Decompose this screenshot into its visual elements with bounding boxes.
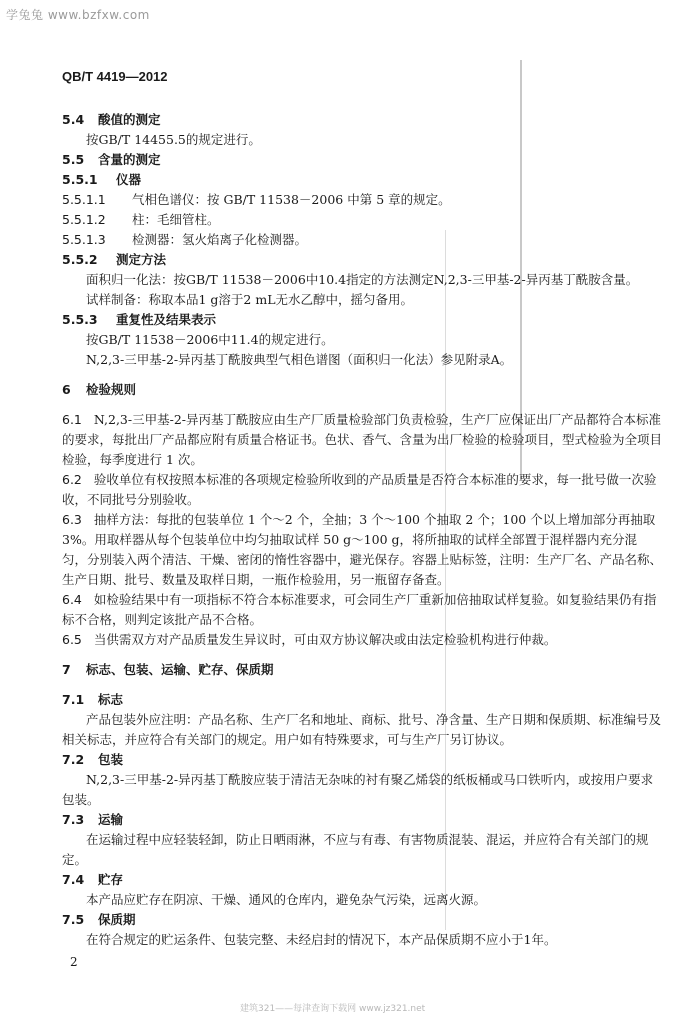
section-5-5-3-text2: N,2,3-三甲基-2-异丙基丁酰胺典型气相色谱图（面积归一化法）参见附录A。 [86, 352, 513, 367]
section-number: 5.5.1 [62, 172, 98, 187]
section-7-1-heading [62, 690, 662, 710]
section-7-2-text: N,2,3-三甲基-2-异丙基丁酰胺应装于清洁无杂味的衬有聚乙烯袋的纸板桶或马口铁听内，或按用户要求包装。 [62, 772, 654, 807]
section-text: 抽样方法：每批的包装单位 1 个～2 个，全抽；3 个～100 个抽取 2 个；100 个以上增加部分再抽取 3%。用取样器从每个包装单位中均匀抽取试样 50 g～100 g，将所抽取的试样全部置于混样器内充分混匀，分别装入两个清洁、干燥、密闭的惰性容器中，避光保存。容器上贴标签，注明：生产厂名、产品名称、生产日期、批号、数量及取样日期，一瓶作检验用，另一瓶留存备查。 [62, 512, 663, 587]
section-title: 酸值的测定 [98, 112, 161, 127]
section-7-3-text: 在运输过程中应轻装轻卸，防止日晒雨淋，不应与有毒、有害物质混装、混运，并应符合有关部门的规定。 [62, 832, 649, 867]
section-number: 6.3 [62, 512, 82, 527]
bottom-watermark: 建筑321——每津查询下载网 www.jz321.net [240, 1004, 426, 1014]
section-title: 重复性及结果表示 [116, 312, 217, 327]
section-number: 7.1 [62, 692, 85, 707]
section-number: 5.5.3 [62, 312, 98, 327]
section-6-5 [62, 630, 662, 650]
section-5-5-1-1 [62, 190, 662, 210]
section-number: 7.2 [62, 752, 85, 767]
section-number: 5.4 [62, 112, 85, 127]
section-number: 7.5 [62, 912, 85, 927]
section-7-4-text: 本产品应贮存在阴凉、干燥、通风的仓库内，避免杂气污染，远离火源。 [86, 892, 487, 907]
section-number: 6.4 [62, 592, 82, 607]
section-7-5-heading [62, 910, 662, 930]
section-text: N,2,3-三甲基-2-异丙基丁酰胺应由生产厂质量检验部门负责检验，生产厂应保证出厂产品都符合本标准的要求，每批出厂产品都应附有质量合格证书。色状、香气、含量为出厂检验的检验项目，型式检验为全项目检验，每季度进行 1 次。 [62, 412, 663, 467]
section-number: 5.5.2 [62, 252, 98, 267]
section-5-5-1-heading [62, 170, 662, 190]
section-5-5-2-text1: 面积归一化法：按GB/T 11538－2006中10.4指定的方法测定N,2,3-三甲基-2-异丙基丁酰胺含量。 [86, 272, 639, 287]
section-title: 标志 [98, 692, 124, 707]
section-5-4-heading [62, 110, 662, 130]
section-number: 6.2 [62, 472, 82, 487]
section-text: 检测器：氢火焰离子化检测器。 [132, 232, 308, 247]
section-text: 当供需双方对产品质量发生异议时，可由双方协议解决或由法定检验机构进行仲裁。 [93, 632, 557, 647]
section-5-5-2-text2: 试样制备：称取本品1 g溶于2 mL无水乙醇中，摇匀备用。 [86, 292, 414, 307]
section-5-5-2-heading [62, 250, 662, 270]
section-7-1-text: 产品包装外应注明：产品名称、生产厂名和地址、商标、批号、净含量、生产日期和保质期、标准编号及相关标志，并应符合有关部门的规定。用户如有特殊要求，可与生产厂另订协议。 [62, 712, 662, 747]
page-number: 2 [70, 955, 78, 969]
section-7-2-heading [62, 750, 662, 770]
section-7-5-text: 在符合规定的贮运条件、包装完整、未经启封的情况下，本产品保质期不应小于1年。 [86, 932, 557, 947]
section-5-5-heading [62, 150, 662, 170]
section-6-4 [62, 590, 662, 630]
section-title: 测定方法 [116, 252, 167, 267]
section-7-3-heading [62, 810, 662, 830]
section-5-5-1-2 [62, 210, 662, 230]
section-5-5-1-3 [62, 230, 662, 250]
section-text: 如检验结果中有一项指标不符合本标准要求，可会同生产厂重新加倍抽取试样复验。如复验结果仍有指标不合格，则判定该批产品不合格。 [62, 592, 657, 627]
section-number: 6.5 [62, 632, 82, 647]
section-title: 贮存 [98, 872, 124, 887]
chapter-number: 6 [62, 382, 71, 397]
section-text: 气相色谱仪：按 GB/T 11538－2006 中第 5 章的规定。 [132, 192, 451, 207]
chapter-title: 标志、包装、运输、贮存、保质期 [86, 662, 274, 677]
section-text: 柱：毛细管柱。 [132, 212, 220, 227]
section-title: 保质期 [98, 912, 136, 927]
section-number: 7.4 [62, 872, 85, 887]
section-number: 6.1 [62, 412, 82, 427]
section-title: 运输 [98, 812, 124, 827]
section-text: 验收单位有权按照本标准的各项规定检验所收到的产品质量是否符合本标准的要求，每一批号做一次验收，不同批号分别验收。 [62, 472, 657, 507]
top-watermark: 学兔兔 www.bzfxw.com [6, 8, 150, 22]
section-7-4-heading [62, 870, 662, 890]
section-number: 5.5.1.1 [62, 192, 106, 207]
section-number: 5.5 [62, 152, 85, 167]
section-title: 包装 [98, 752, 124, 767]
section-6-1 [62, 410, 662, 470]
section-6-3 [62, 510, 662, 590]
chapter-number: 7 [62, 662, 71, 677]
section-5-4-text: 按GB/T 14455.5的规定进行。 [86, 132, 261, 147]
chapter-6-heading [62, 380, 662, 400]
section-6-2 [62, 470, 662, 510]
section-5-5-3-heading [62, 310, 662, 330]
section-number: 7.3 [62, 812, 85, 827]
document-body [62, 110, 662, 950]
section-title: 含量的测定 [98, 152, 161, 167]
section-number: 5.5.1.2 [62, 212, 106, 227]
standard-code: QB/T 4419—2012 [62, 69, 168, 84]
section-number: 5.5.1.3 [62, 232, 106, 247]
section-title: 仪器 [116, 172, 142, 187]
section-5-5-3-text1: 按GB/T 11538－2006中11.4的规定进行。 [86, 332, 334, 347]
chapter-7-heading [62, 660, 662, 680]
chapter-title: 检验规则 [86, 382, 137, 397]
